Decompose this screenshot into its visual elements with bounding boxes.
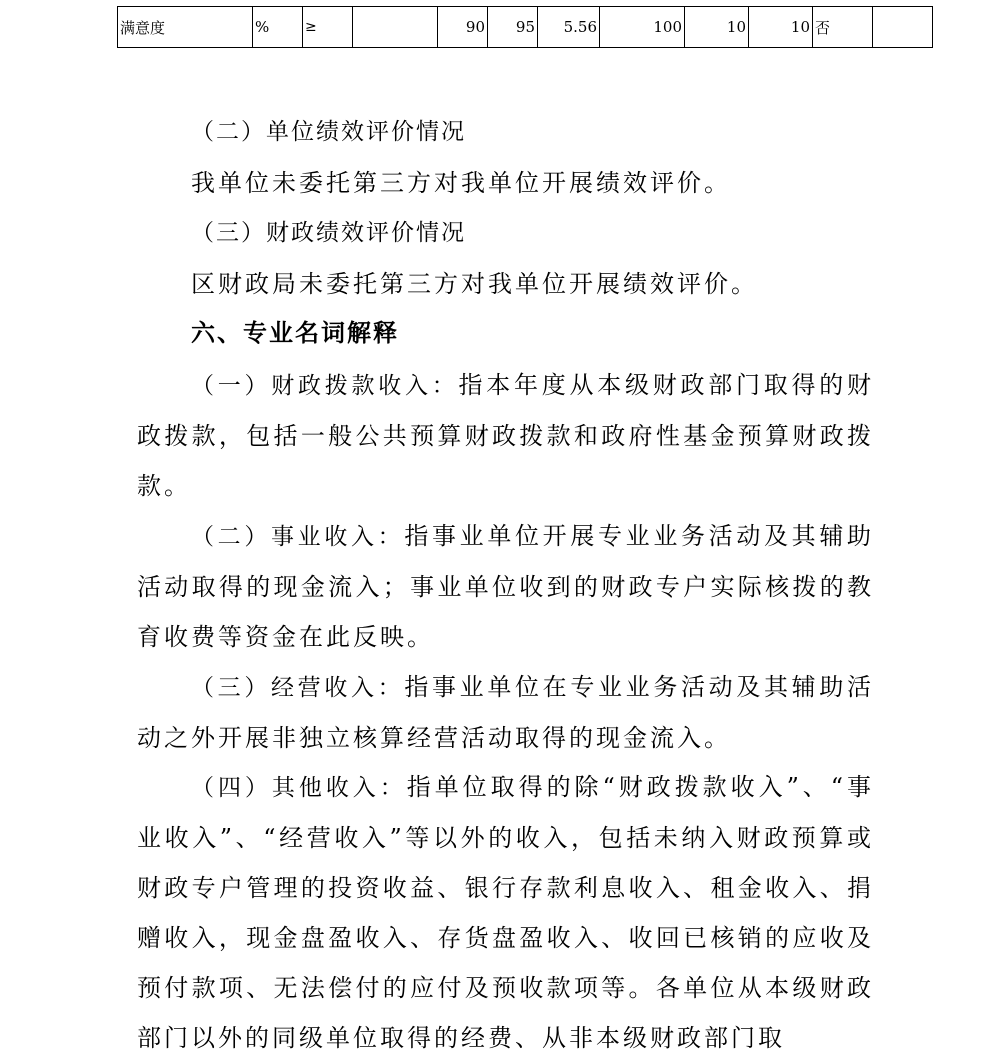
table-cell	[353, 7, 438, 48]
fiscal-eval-text: 区财政局未委托第三方对我单位开展绩效评价。	[191, 270, 758, 298]
performance-indicator-table	[117, 6, 933, 48]
operator-cell: ≥	[303, 7, 353, 48]
glossary-heading: 六、专业名词解释	[191, 319, 399, 347]
glossary-item	[137, 762, 874, 1063]
table-cell: 95	[488, 7, 538, 48]
fiscal-eval-heading: （三）财政绩效评价情况	[191, 220, 466, 246]
glossary-item	[137, 360, 874, 511]
table-row	[118, 7, 933, 48]
glossary-term: （二）事业收入：	[191, 524, 405, 550]
glossary-term: （一）财政拨款收入：	[191, 373, 459, 399]
table-cell: 10	[749, 7, 813, 48]
glossary-item	[137, 662, 874, 763]
table-cell: 10	[685, 7, 749, 48]
glossary-definition: 指本年度从本级财政部门取得的财政拨款，包括一般公共预算财政拨款和政府性基金预算财政拨款。	[137, 371, 874, 500]
unit-eval-heading: （二）单位绩效评价情况	[191, 119, 466, 145]
indicator-name-cell: 满意度	[118, 7, 253, 48]
glossary-definition: 指事业单位在专业业务活动及其辅助活动之外开展非独立核算经营活动取得的现金流入。	[137, 673, 875, 752]
table-cell: 90	[438, 7, 488, 48]
glossary-definition: 指事业单位开展专业业务活动及其辅助活动取得的现金流入；事业单位收到的财政专户实际核拨的教育收费等资金在此反映。	[137, 522, 875, 651]
table-cell: 100	[600, 7, 685, 48]
unit-cell: %	[253, 7, 303, 48]
glossary-definition: 指单位取得的除“财政拨款收入”、“事业收入”、“经营收入”等以外的收入，包括未纳入财政预算或财政专户管理的投资收益、银行存款利息收入、租金收入、捐赠收入，现金盘盈收入、存货盘盈收入、收回已核销的应收及预付款项、无法偿付的应付及预收款项等。各单位从本级财政部门以外的同级单位取得的经费、从非本级财政部门取	[137, 773, 875, 1052]
glossary-item	[137, 511, 874, 662]
glossary-term: （四）其他收入：	[191, 775, 407, 801]
table-cell: 5.56	[538, 7, 600, 48]
table-cell: 否	[813, 7, 873, 48]
unit-eval-text: 我单位未委托第三方对我单位开展绩效评价。	[191, 169, 731, 197]
table-cell	[873, 7, 933, 48]
glossary-term: （三）经营收入：	[191, 675, 405, 701]
